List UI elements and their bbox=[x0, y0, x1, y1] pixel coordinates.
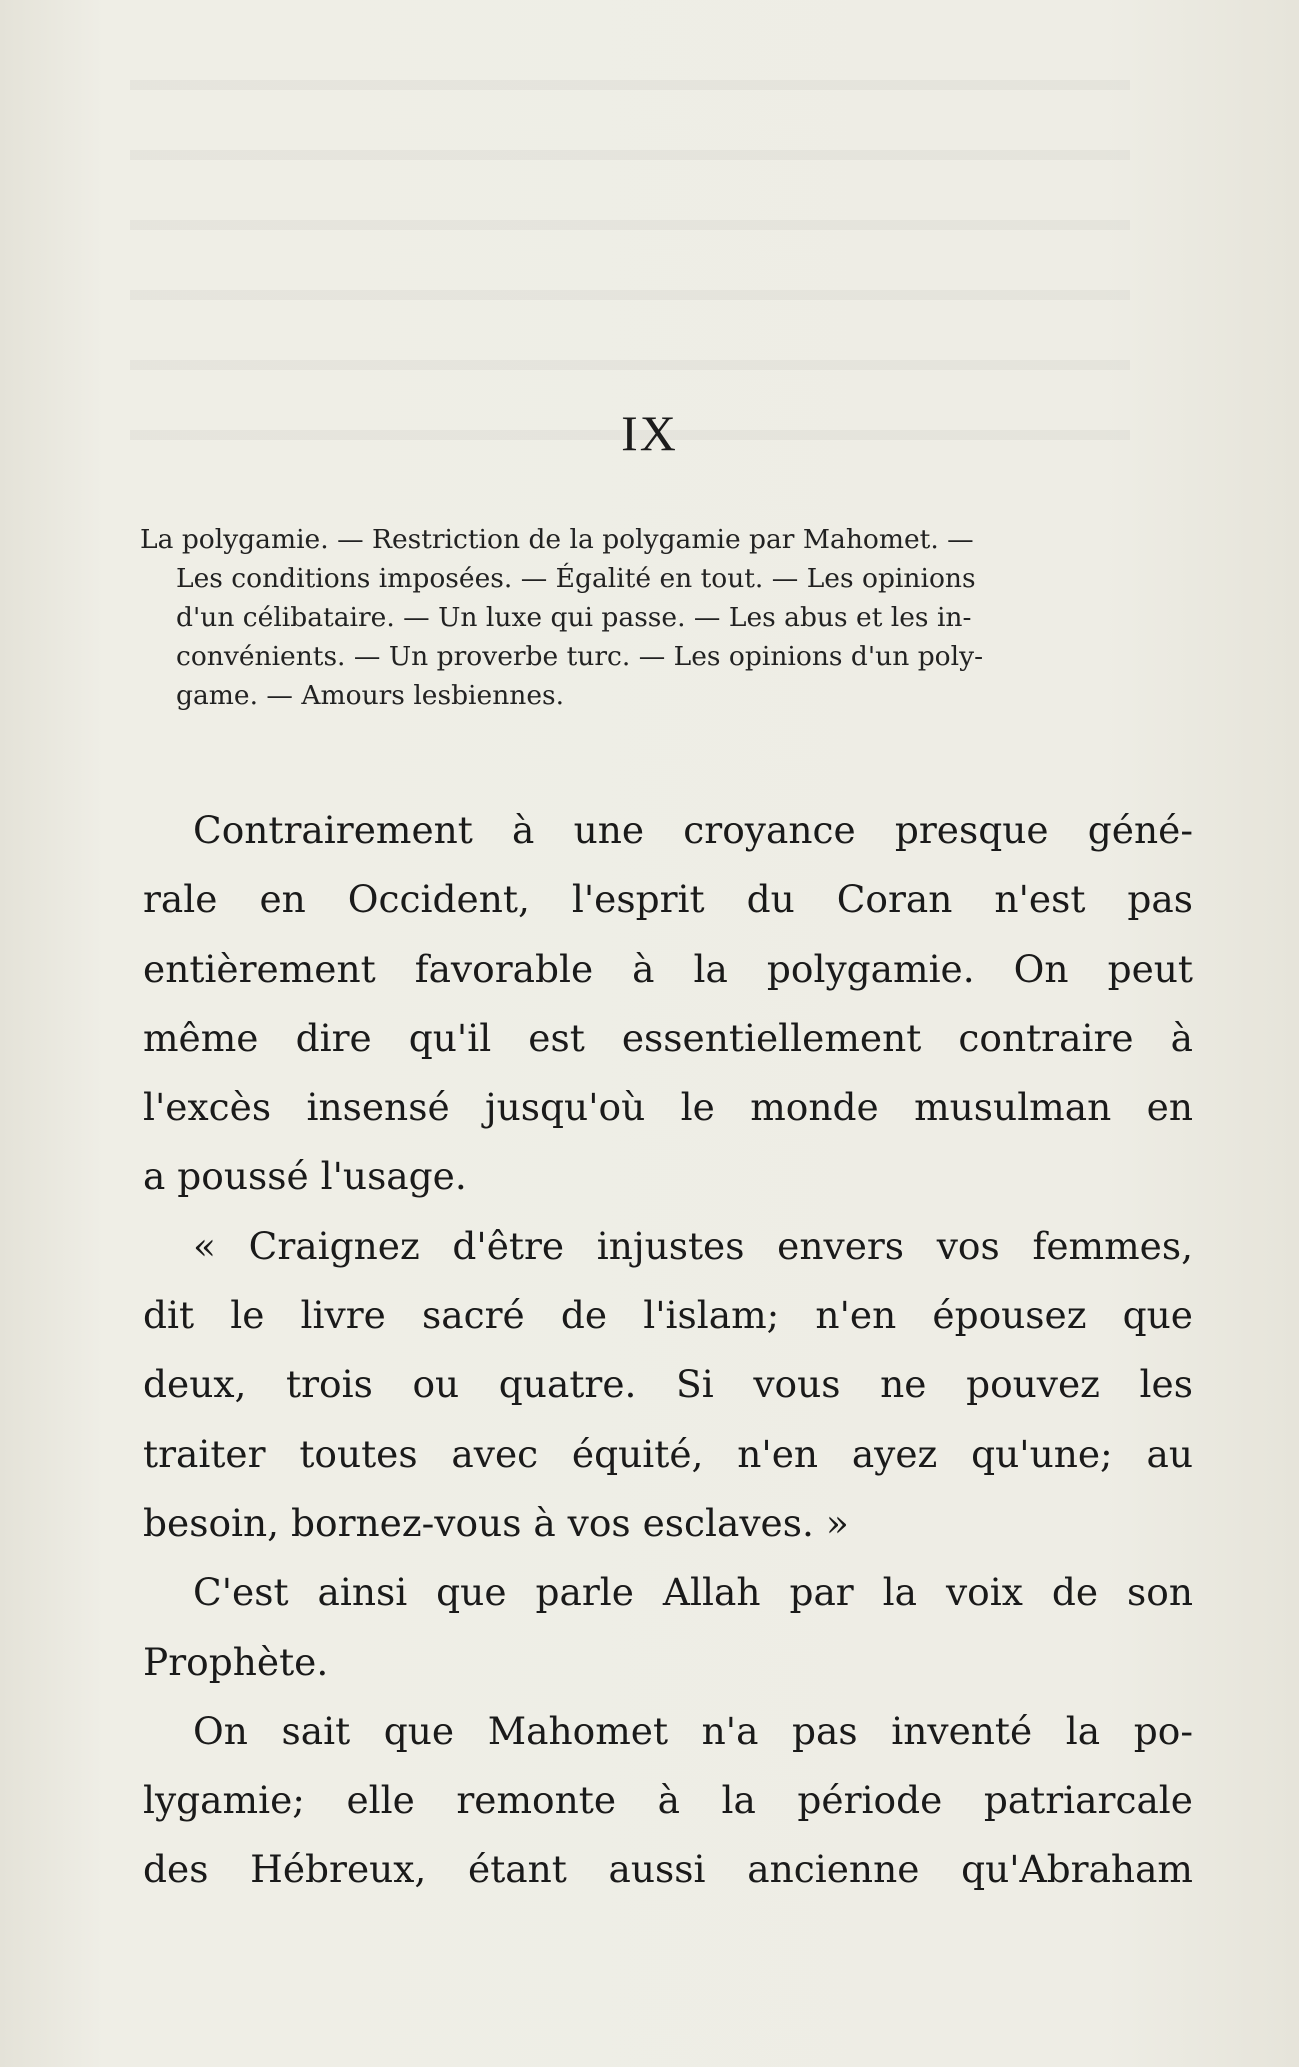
summary-line: game. — Amours lesbiennes. bbox=[176, 680, 565, 711]
text-line: C'est ainsi que parle Allah par la voix de son bbox=[193, 1570, 1193, 1615]
paragraph bbox=[143, 1697, 1193, 1905]
chapter-summary bbox=[140, 520, 1175, 715]
show-through-text bbox=[130, 30, 1130, 460]
paragraph bbox=[143, 1212, 1193, 1558]
text-line: lygamie; elle remonte à la période patriarcale bbox=[143, 1778, 1193, 1823]
text-line: Contrairement à une croyance presque géné- bbox=[193, 808, 1193, 852]
text-line: l'excès insensé jusqu'où le monde musulman en bbox=[143, 1085, 1193, 1130]
text-line: besoin, bornez-vous à vos esclaves. » bbox=[143, 1500, 849, 1545]
text-line: même dire qu'il est essentiellement contraire à bbox=[143, 1015, 1193, 1060]
text-line: a poussé l'usage. bbox=[143, 1154, 467, 1199]
paragraph bbox=[143, 796, 1193, 1212]
summary-line: La polygamie. — Restriction de la polygamie par Mahomet. — bbox=[140, 524, 974, 555]
paragraph bbox=[143, 1558, 1193, 1697]
text-line: « Craignez d'être injustes envers vos femmes, bbox=[193, 1223, 1193, 1268]
text-line: dit le livre sacré de l'islam; n'en épousez que bbox=[143, 1293, 1193, 1338]
text-line: des Hébreux, étant aussi ancienne qu'Abraham bbox=[143, 1847, 1193, 1892]
text-line: Prophète. bbox=[143, 1639, 329, 1684]
text-line: rale en Occident, l'esprit du Coran n'est pas bbox=[143, 877, 1193, 922]
summary-line: convénients. — Un proverbe turc. — Les opinions d'un poly- bbox=[176, 641, 984, 672]
summary-line: Les conditions imposées. — Égalité en tout. — Les opinions bbox=[176, 563, 976, 594]
text-line: traiter toutes avec équité, n'en ayez qu'une; au bbox=[143, 1431, 1193, 1476]
chapter-number: IX bbox=[621, 405, 678, 461]
summary-line: d'un célibataire. — Un luxe qui passe. — Les abus et les in- bbox=[176, 602, 972, 633]
body-text bbox=[143, 796, 1193, 1905]
text-line: entièrement favorable à la polygamie. On peut bbox=[143, 946, 1193, 991]
text-line: deux, trois ou quatre. Si vous ne pouvez les bbox=[143, 1362, 1193, 1407]
text-line: On sait que Mahomet n'a pas inventé la po- bbox=[193, 1708, 1193, 1753]
